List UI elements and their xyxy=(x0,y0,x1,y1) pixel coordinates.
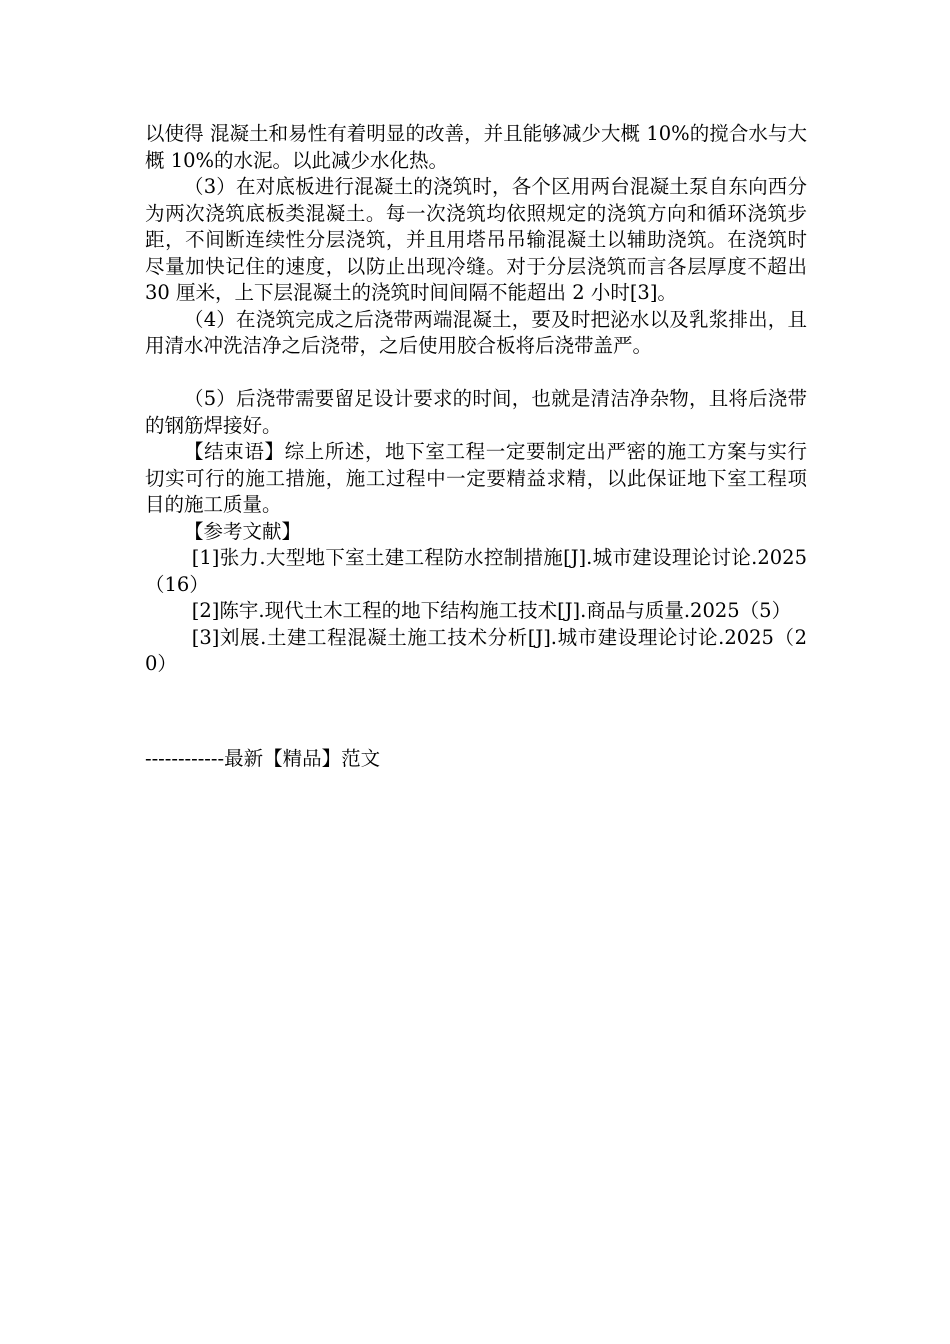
paragraph-continuation: 以使得 混凝土和易性有着明显的改善，并且能够减少大概 10%的搅合水与大概 10%的水泥。以此减少水化热。 xyxy=(145,122,807,172)
document-body xyxy=(145,121,807,678)
paragraph-step-5: （5）后浇带需要留足设计要求的时间，也就是清洁净杂物，且将后浇带的钢筋焊接好。 xyxy=(145,387,807,437)
footer-banner: ------------最新【精品】范文 xyxy=(145,747,381,770)
paragraph-conclusion: 【结束语】综上所述，地下室工程一定要制定出严密的施工方案与实行切实可行的施工措施，施工过程中一定要精益求精，以此保证地下室工程项目的施工质量。 xyxy=(145,440,807,516)
blank-line xyxy=(145,360,807,387)
reference-item-3: [3]刘展.土建工程混凝土施工技术分析[J].城市建设理论讨论.2025（20） xyxy=(145,625,807,675)
paragraph-step-4: （4）在浇筑完成之后浇带两端混凝土，要及时把泌水以及乳浆排出，且用清水冲洗洁净之后浇带，之后使用胶合板将后浇带盖严。 xyxy=(145,307,807,357)
reference-item-2: [2]陈宇.现代土木工程的地下结构施工技术[J].商品与质量.2025（5） xyxy=(191,599,792,622)
reference-item-1: [1]张力.大型地下室土建工程防水控制措施[J].城市建设理论讨论.2025（16） xyxy=(145,546,807,596)
references-heading: 【参考文献】 xyxy=(184,519,302,543)
paragraph-step-3: （3）在对底板进行混凝土的浇筑时，各个区用两台混凝土泵自东向西分为两次浇筑底板类混凝土。每一次浇筑均依照规定的浇筑方向和循环浇筑步距，不间断连续性分层浇筑，并且用塔吊吊输混凝土以辅助浇筑。在浇筑时尽量加快记住的速度，以防止出现冷缝。对于分层浇筑而言各层厚度不超出 30 厘米，上下层混凝土的浇筑时间间隔不能超出 2 小时[3]。 xyxy=(145,175,807,304)
